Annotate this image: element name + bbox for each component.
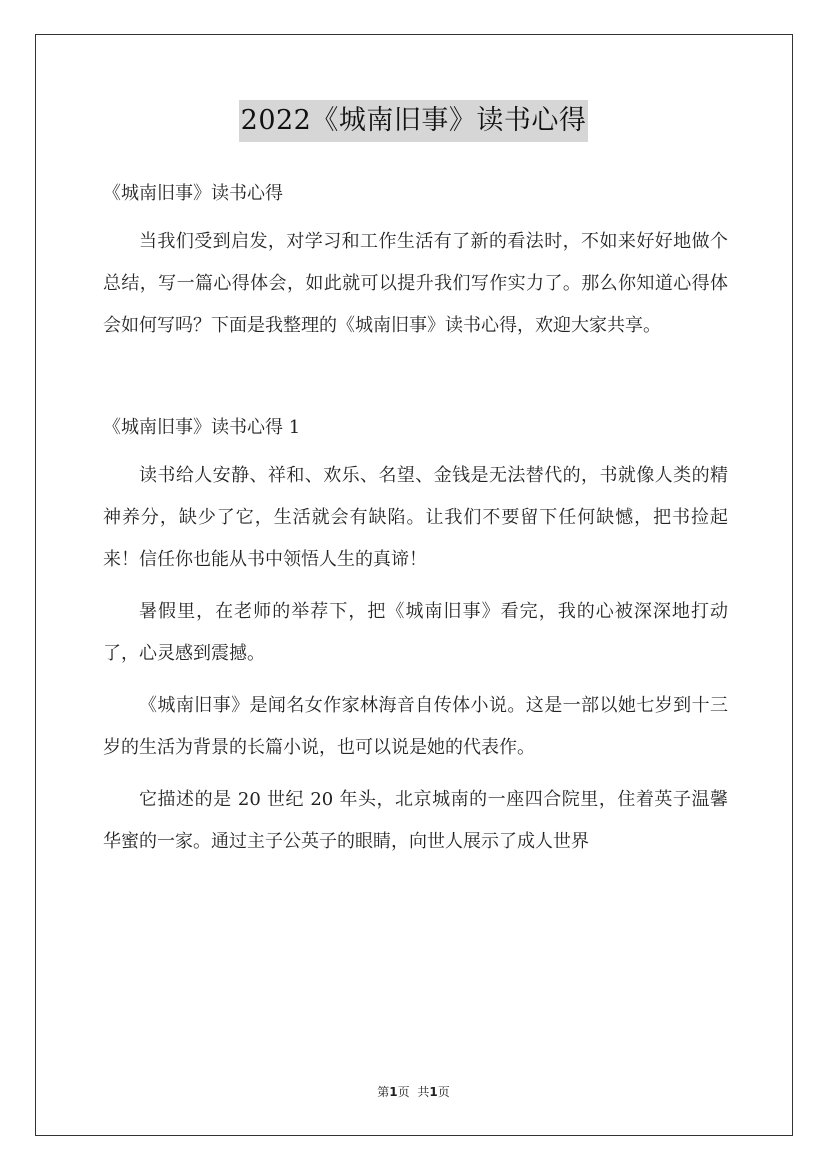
intro-paragraph: 当我们受到启发，对学习和工作生活有了新的看法时，不如来好好地做个总结，写一篇心得体会，如此就可以提升我们写作实力了。那么你知道心得体会如何写吗？下面是我整理的《城南旧事》读书心得，欢迎大家共享。: [103, 231, 728, 336]
total-suffix: 页: [437, 1085, 450, 1099]
section1-heading: 《城南旧事》读书心得 1: [103, 417, 301, 438]
section-spacer: [103, 347, 728, 409]
page-suffix: 页: [397, 1085, 410, 1099]
section1-paragraph-1: 读书给人安静、祥和、欢乐、名望、金钱是无法替代的，书就像人类的精神养分，缺少了它，生活就会有缺陷。让我们不要留下任何缺憾，把书捡起来！信任你也能从书中领悟人生的真谛！: [103, 465, 728, 570]
page-prefix: 第: [377, 1085, 390, 1099]
total-prefix: 共: [417, 1085, 430, 1099]
page-total: 1: [429, 1085, 438, 1099]
page-footer: [0, 1083, 827, 1100]
document-body: [103, 175, 728, 863]
section1-paragraph-2: 暑假里，在老师的举荐下，把《城南旧事》看完，我的心被深深地打动了，心灵感到震撼。: [103, 601, 728, 664]
section1-paragraph-3: 《城南旧事》是闻名女作家林海音自传体小说。这是一部以她七岁到十三岁的生活为背景的长篇小说，也可以说是她的代表作。: [103, 695, 728, 758]
page-current: 1: [389, 1085, 398, 1099]
document-title: 2022《城南旧事》读书心得: [239, 100, 589, 142]
title-container: [0, 100, 827, 142]
section1-paragraph-4: 它描述的是 20 世纪 20 年头，北京城南的一座四合院里，住着英子温馨华蜜的一家。通过主子公英子的眼睛，向世人展示了成人世界: [103, 789, 728, 852]
intro-heading: 《城南旧事》读书心得: [103, 183, 283, 204]
